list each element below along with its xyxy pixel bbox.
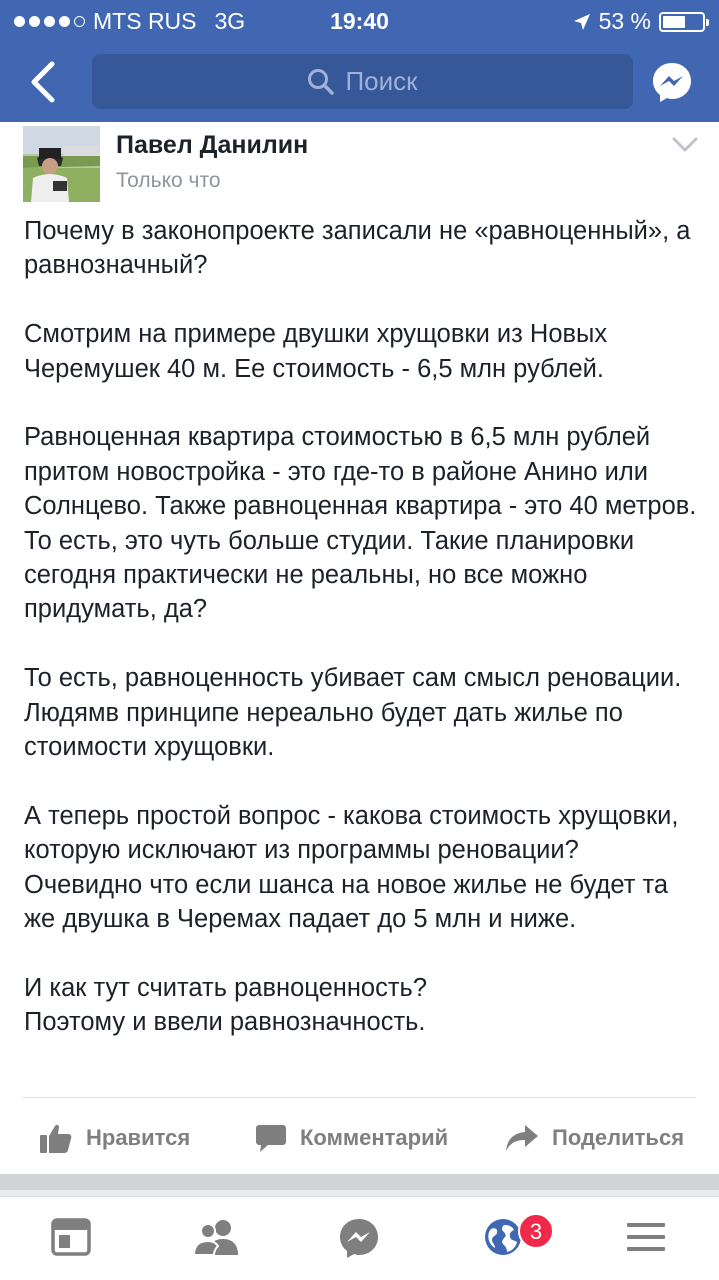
friends-icon	[194, 1217, 240, 1257]
news-feed-icon	[51, 1217, 91, 1257]
actions-divider	[23, 1097, 696, 1098]
notifications-globe-icon	[483, 1217, 523, 1257]
thumbs-up-icon	[40, 1123, 72, 1153]
battery-percent: 53 %	[598, 8, 651, 34]
messenger-tab-icon	[338, 1217, 380, 1259]
messenger-icon	[651, 61, 693, 103]
post-timestamp[interactable]: Только что	[116, 169, 221, 192]
status-right	[573, 8, 705, 35]
post-actions	[0, 1110, 719, 1166]
post-text	[24, 214, 699, 1040]
post-paragraph: И как тут считать равноценность? Поэтому и ввели равнозначность.	[24, 973, 428, 1037]
post-paragraph: Равноценная квартира стоимостью в 6,5 млн рублей притом новостройка - это где-то в районе Анино или Солнцево. Также равноценная квартира - это 40 метров. То есть, это чуть больше студии. Такие планировки сегодня практически не реальны, но все можно придумать, да?	[24, 423, 697, 624]
messenger-button[interactable]	[651, 61, 693, 103]
comment-button[interactable]	[256, 1110, 448, 1166]
comment-icon	[256, 1123, 286, 1153]
post-paragraph: То есть, равноценность убивает сам смысл реновации. Людямв принципе нереально будет дать жилье по стоимости хрущовки.	[24, 664, 682, 762]
feed-separator	[0, 1174, 719, 1190]
share-button[interactable]	[506, 1110, 684, 1166]
status-bar	[0, 0, 719, 40]
comment-label: Комментарий	[300, 1125, 449, 1150]
post-author-name[interactable]: Павел Данилин	[116, 131, 309, 159]
menu-icon	[626, 1217, 666, 1257]
location-arrow-icon	[573, 13, 591, 31]
search-placeholder: Поиск	[345, 66, 418, 96]
like-button[interactable]	[40, 1110, 190, 1166]
back-button[interactable]	[24, 60, 64, 104]
search-icon	[307, 68, 335, 96]
chevron-down-icon[interactable]	[672, 136, 698, 154]
tab-menu[interactable]	[626, 1217, 670, 1261]
post-paragraph: Почему в законопроекте записали не «равноценный», а равнозначный?	[24, 217, 691, 280]
network-type: 3G	[214, 8, 246, 34]
bottom-tab-bar	[0, 1196, 719, 1280]
top-bar	[0, 0, 719, 122]
author-avatar[interactable]	[23, 126, 100, 202]
like-label: Нравится	[86, 1125, 191, 1150]
post-paragraph: А теперь простой вопрос - какова стоимость хрущовки, которую исключают из программы реновации? Очевидно что если шанса на новое жилье не будет та же двушка в Черемах падает до 5 млн и ниже.	[24, 801, 679, 934]
status-time: 19:40	[330, 8, 389, 34]
tab-news-feed[interactable]	[51, 1217, 95, 1261]
back-arrow-icon	[24, 60, 64, 104]
tab-messenger[interactable]	[338, 1217, 382, 1261]
share-label: Поделиться	[552, 1125, 685, 1150]
share-arrow-icon	[506, 1125, 538, 1151]
tab-friends[interactable]	[194, 1217, 238, 1261]
search-input[interactable]	[92, 54, 633, 109]
notifications-badge: 3	[518, 1213, 554, 1249]
post-paragraph: Смотрим на примере двушки хрущовки из Новых Черемушек 40 м. Ее стоимость - 6,5 млн рублей.	[24, 320, 608, 383]
carrier-name: MTS RUS	[93, 8, 197, 34]
battery-icon	[659, 12, 705, 32]
